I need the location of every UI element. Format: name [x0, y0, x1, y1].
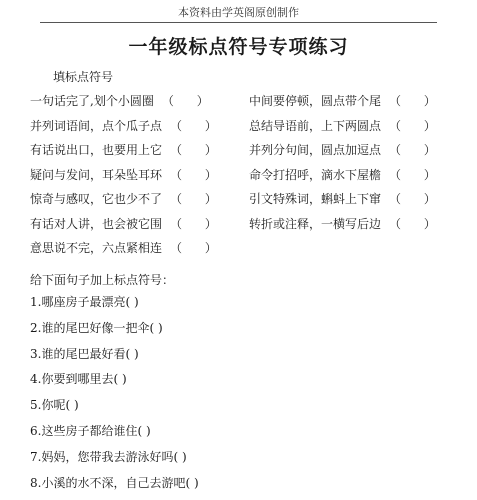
sentence-item[interactable]: 8.小溪的水不深，自己去游吧( ) — [30, 475, 199, 490]
rhyme-left — [30, 215, 217, 233]
rhyme-right — [249, 190, 436, 208]
rhyme-text: 疑问与发问，耳朵坠耳环 — [30, 167, 163, 182]
answer-blank[interactable]: （ ） — [170, 192, 217, 206]
rhyme-text: 中间要停顿，圆点带个尾 — [249, 94, 382, 108]
answer-blank[interactable]: （ ） — [389, 94, 436, 108]
rhyme-text: 总结导语前，上下两圆点 — [249, 118, 382, 133]
rhyme-left — [30, 166, 217, 184]
rhyme-text: 命令打招呼，滴水下屋檐 — [249, 167, 382, 182]
rhyme-row — [30, 117, 450, 142]
rhyme-text: 并列词语间，点个瓜子点 — [30, 118, 163, 133]
rhyme-text: 转折或注释，一横写后边 — [249, 216, 382, 231]
sentence-item[interactable]: 7.妈妈，您带我去游泳好吗( ) — [30, 449, 187, 464]
rhyme-row — [30, 92, 450, 117]
answer-blank[interactable]: （ ） — [170, 241, 217, 255]
rhyme-text: 引文特殊词，蝌蚪上下窜 — [249, 192, 382, 206]
rhyme-right — [249, 92, 436, 110]
rhyme-right — [249, 215, 436, 233]
sentence-item[interactable]: 1.哪座房子最漂亮( ) — [30, 295, 139, 309]
rhyme-text: 意思说不完，六点紧相连 — [30, 241, 163, 255]
answer-blank[interactable]: （ ） — [170, 216, 217, 231]
sentence-item[interactable]: 4.你要到哪里去( ) — [30, 372, 127, 387]
rhyme-row — [30, 141, 450, 166]
sentence-item[interactable]: 2.谁的尾巴好像一把伞( ) — [30, 320, 163, 335]
rhyme-right — [249, 117, 436, 135]
answer-blank[interactable]: （ ） — [389, 167, 436, 182]
page-title: 一年级标点符号专项练习 — [128, 36, 349, 58]
rhyme-right — [249, 141, 436, 159]
rhyme-row — [30, 166, 450, 191]
sentence-list — [30, 293, 199, 499]
rhyme-row — [30, 190, 450, 215]
answer-blank[interactable]: （ ） — [170, 167, 217, 182]
answer-blank[interactable]: （ ） — [389, 118, 436, 133]
rhyme-left — [30, 141, 217, 159]
answer-blank[interactable]: （ ） — [389, 192, 436, 206]
rhyme-row — [30, 215, 450, 240]
instruction-text: 给下面句子加上标点符号： — [30, 273, 175, 287]
rhyme-left — [30, 92, 209, 110]
rhyme-row — [30, 239, 450, 264]
sentence-item[interactable]: 3.谁的尾巴最好看( ) — [30, 346, 139, 361]
page-header: 本资料由学英阁原创制作 — [178, 6, 299, 19]
sentence-item[interactable]: 6.这些房子都给谁住( ) — [30, 423, 151, 438]
answer-blank[interactable]: （ ） — [170, 143, 217, 157]
section-label: 填标点符号 — [53, 70, 114, 84]
rhyme-right — [249, 166, 436, 184]
sentence-item[interactable]: 5.你呢( ) — [30, 398, 79, 413]
rhyme-table — [30, 92, 450, 264]
answer-blank[interactable]: （ ） — [389, 143, 436, 157]
rhyme-text: 有话说出口，也要用上它 — [30, 143, 163, 157]
rhyme-text: 有话对人讲，也会被它围 — [30, 216, 163, 231]
answer-blank[interactable]: （ ） — [161, 94, 209, 108]
answer-blank[interactable]: （ ） — [389, 216, 436, 231]
rhyme-left — [30, 239, 217, 257]
rhyme-left — [30, 117, 217, 135]
answer-blank[interactable]: （ ） — [170, 118, 217, 133]
rhyme-left — [30, 190, 217, 208]
rhyme-text: 并列分句间，圆点加逗点 — [249, 143, 382, 157]
rhyme-text: 一句话完了,划个小圆圈 — [30, 94, 154, 108]
rhyme-text: 惊奇与感叹，它也少不了 — [30, 192, 163, 206]
header-divider — [40, 22, 437, 23]
